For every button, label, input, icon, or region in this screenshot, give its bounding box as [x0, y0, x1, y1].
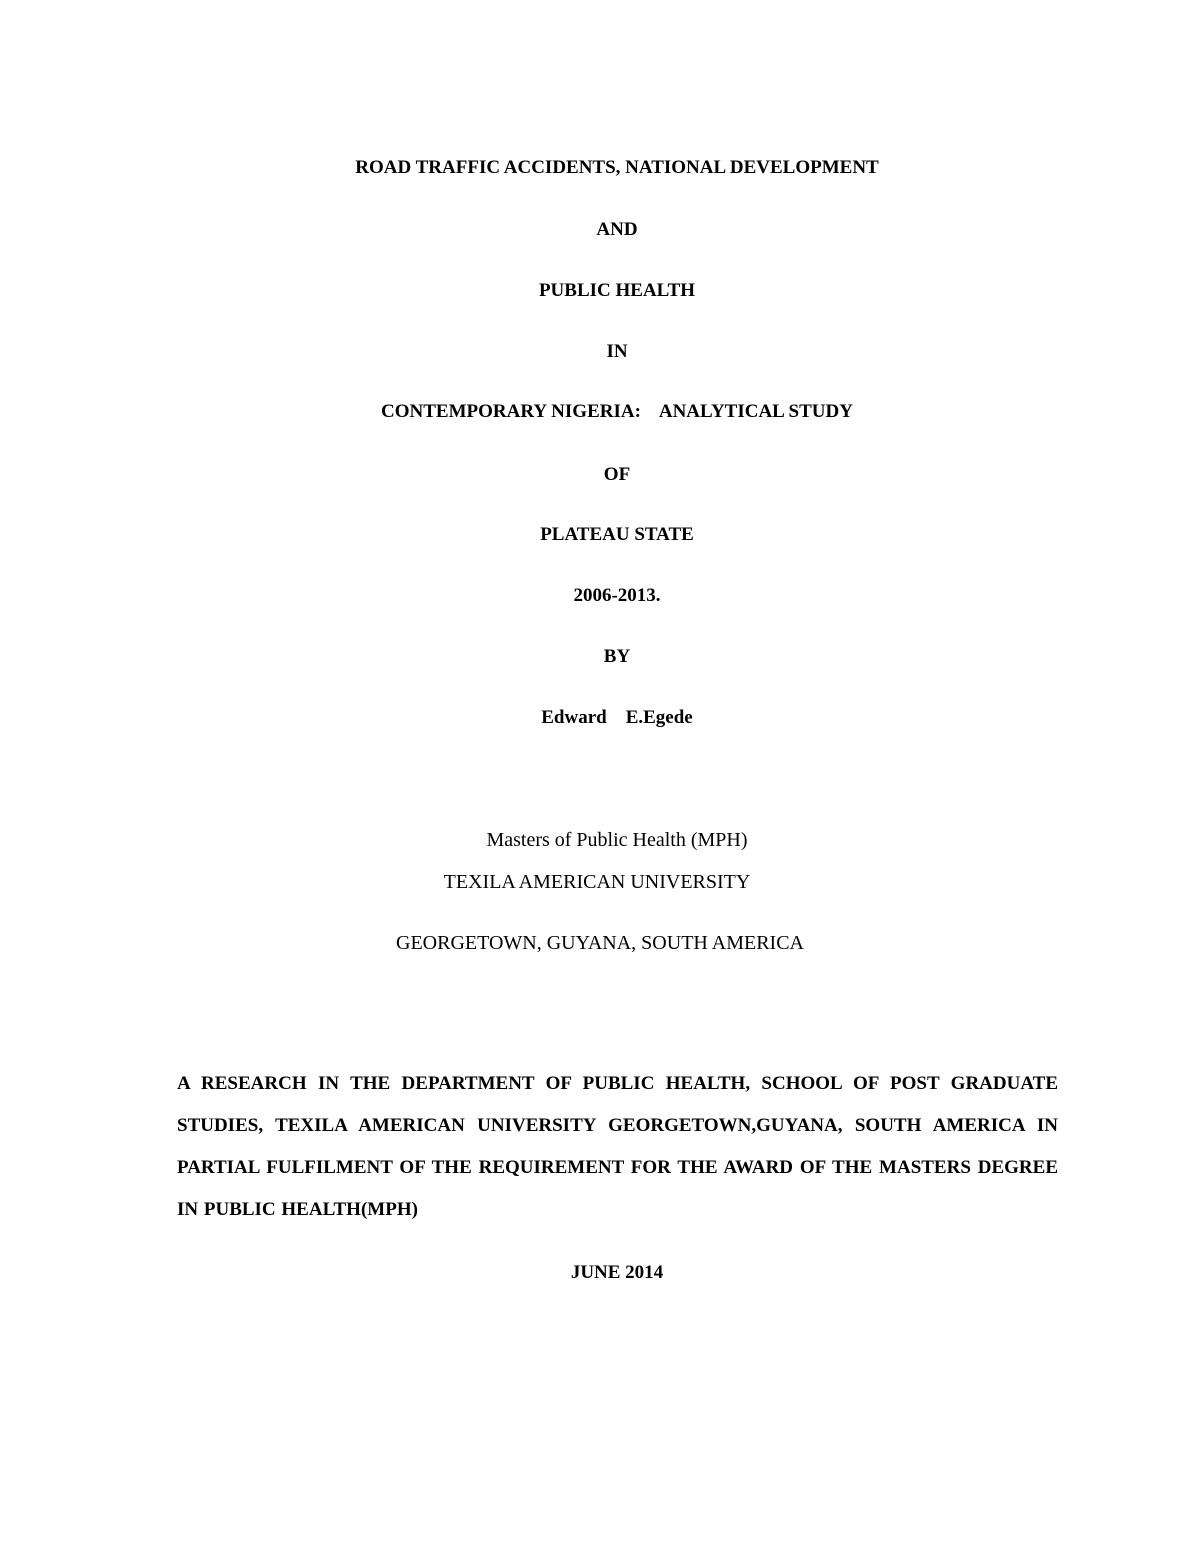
title-line-2: AND: [596, 219, 638, 240]
author-name: Edward E.Egede: [541, 707, 693, 728]
title-line-7: PLATEAU STATE: [540, 524, 694, 545]
title-line-4: IN: [606, 341, 628, 362]
university-location: GEORGETOWN, GUYANA, SOUTH AMERICA: [396, 932, 804, 954]
title-line-8: 2006-2013.: [573, 585, 661, 606]
title-line-3: PUBLIC HEALTH: [538, 280, 696, 301]
by-label: BY: [603, 646, 631, 667]
title-line-1: ROAD TRAFFIC ACCIDENTS, NATIONAL DEVELOPMENT: [355, 157, 879, 178]
title-line-5: CONTEMPORARY NIGERIA: ANALYTICAL STUDY: [381, 401, 853, 422]
degree-name: Masters of Public Health (MPH): [486, 829, 748, 851]
title-line-6: OF: [603, 464, 631, 485]
submission-date: JUNE 2014: [570, 1262, 664, 1283]
submission-statement: A RESEARCH IN THE DEPARTMENT OF PUBLIC HEALTH, SCHOOL OF POST GRADUATE STUDIES, TEXILA AMERICAN UNIVERSITY GEORGETOWN,GUYANA, SOUTH AMERICA IN PARTIAL FULFILMENT OF THE REQUIREMENT FOR THE AWARD OF THE MASTERS DEGREE IN PUBLIC HEALTH(MPH): [177, 1073, 1058, 1220]
university-name: TEXILA AMERICAN UNIVERSITY: [443, 871, 751, 893]
